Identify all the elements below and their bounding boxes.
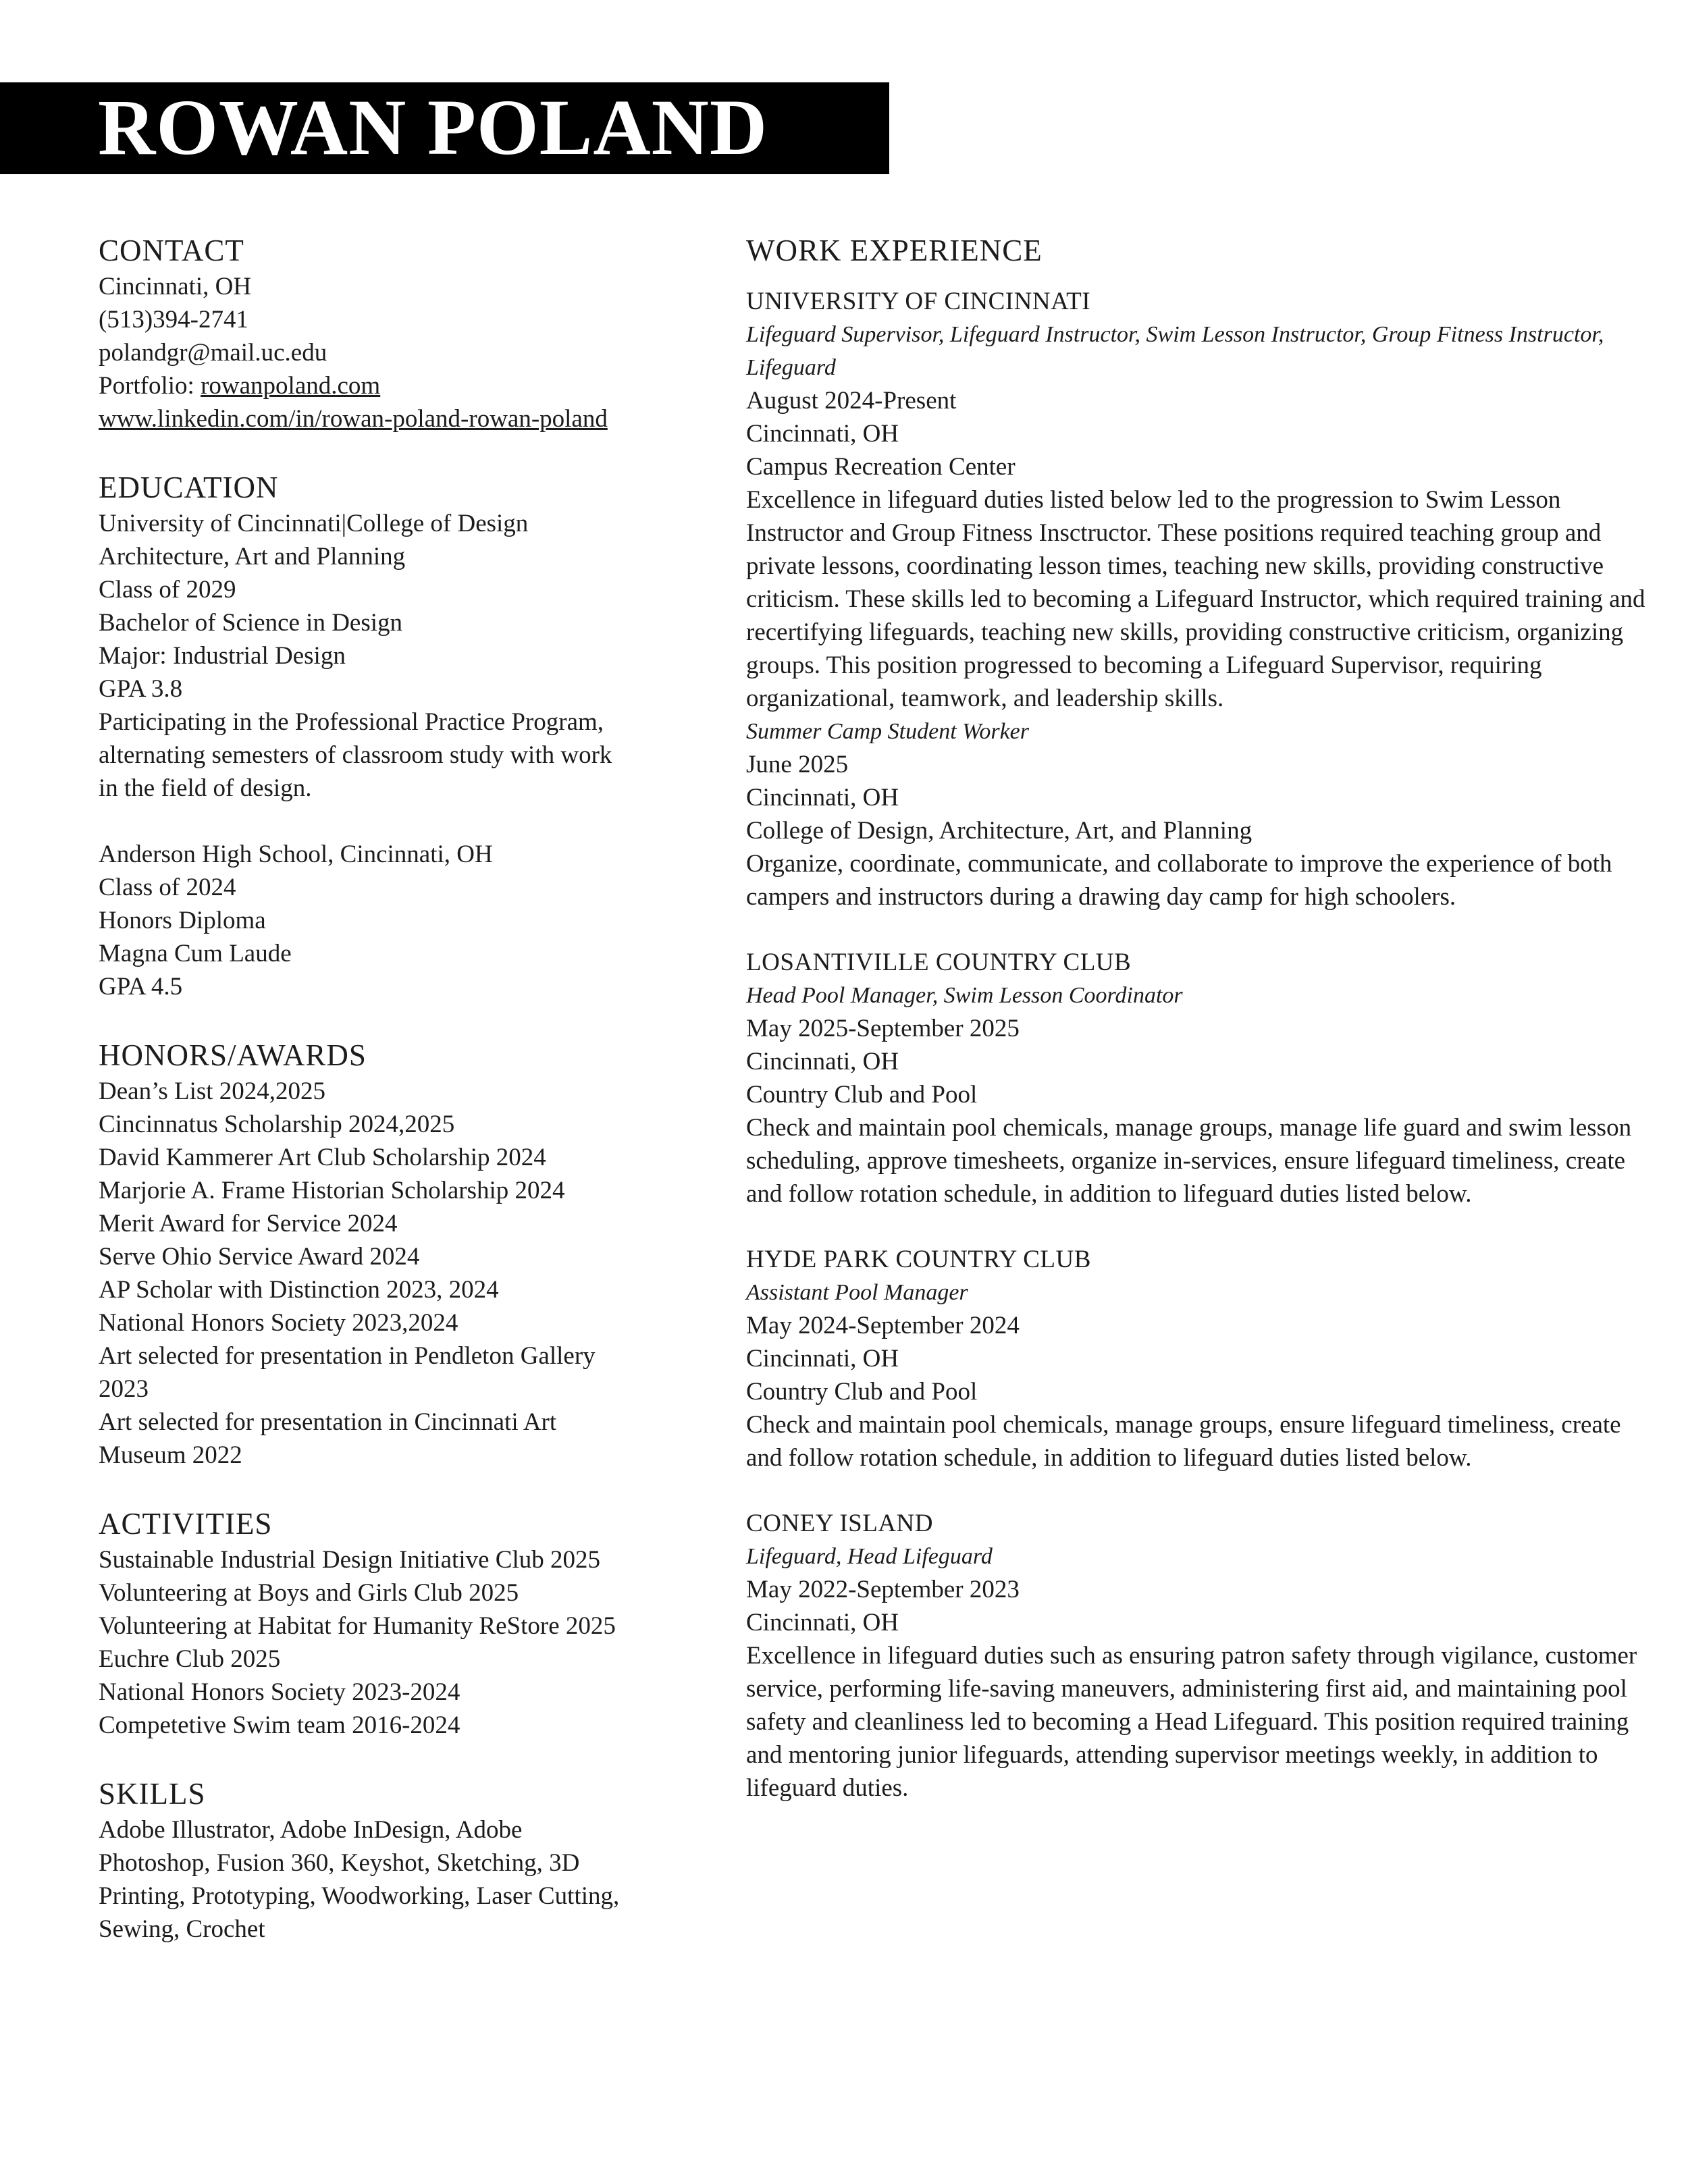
education-line: alternating semesters of classroom study with work — [99, 741, 612, 769]
skills-line: Sewing, Crochet — [99, 1915, 265, 1943]
honors-item: Serve Ohio Service Award 2024 — [99, 1243, 420, 1271]
job-description: Excellence in lifeguard duties listed below led to the progression to Swim Lesson Instructor and Group Fitness Insctructor. These positions required teaching group and private lessons, coordinating lesson times, teaching new skills, providing constructive criticism. These skills led to becoming a Lifeguard Instructor, which required training and recertifying lifeguards, teaching new skills, providing constructive criticism, organizing groups. This position progressed to becoming a Lifeguard Supervisor, requiring organizational, teamwork, and leadership skills. — [746, 486, 1645, 712]
left-column — [99, 231, 706, 1978]
education-line: GPA 4.5 — [99, 973, 183, 1001]
activity-item: Volunteering at Boys and Girls Club 2025 — [99, 1579, 519, 1607]
skills-line: Printing, Prototyping, Woodworking, Laser Cutting, — [99, 1882, 620, 1910]
education-line: Architecture, Art and Planning — [99, 543, 406, 570]
job-location: Cincinnati, OH — [746, 1609, 899, 1636]
activities-section — [99, 1504, 706, 1742]
job-description: Excellence in lifeguard duties such as ensuring patron safety through vigilance, customer service, performing life-saving maneuvers, administering first aid, and maintaining pool safety and cleanliness led to becoming a Head Lifeguard. This position required training and mentoring junior lifeguards, attending supervisor meetings weekly, in addition to lifeguard duties. — [746, 1642, 1637, 1802]
job-university-of-cincinnati — [746, 285, 1654, 913]
education-line: Major: Industrial Design — [99, 642, 346, 670]
page-title: ROWAN POLAND — [98, 83, 768, 171]
education-line: Bachelor of Science in Design — [99, 609, 403, 637]
right-column — [746, 231, 1654, 1837]
job-role: Lifeguard, Head Lifeguard — [746, 1544, 993, 1569]
job-description: Organize, coordinate, communicate, and collaborate to improve the experience of both campers and instructors during a drawing day camp for high schoolers. — [746, 850, 1612, 911]
education-line: Honors Diploma — [99, 907, 266, 934]
skills-heading: SKILLS — [99, 1777, 206, 1811]
company-name: UNIVERSITY OF CINCINNATI — [746, 288, 1091, 315]
work-heading: WORK EXPERIENCE — [746, 234, 1043, 267]
honors-item: Art selected for presentation in Pendleton Gallery — [99, 1342, 596, 1370]
job-location: Cincinnati, OH — [746, 1345, 899, 1373]
education-line: Participating in the Professional Practice Program, — [99, 708, 604, 736]
activity-item: Euchre Club 2025 — [99, 1645, 281, 1673]
contact-email[interactable]: polandgr@mail.uc.edu — [99, 339, 327, 367]
contact-portfolio — [99, 369, 706, 402]
job-role: Assistant Pool Manager — [746, 1280, 968, 1305]
honors-item: Museum 2022 — [99, 1441, 242, 1469]
contact-phone: (513)394-2741 — [99, 306, 248, 334]
education-line: Class of 2029 — [99, 576, 236, 604]
job-dates: June 2025 — [746, 751, 849, 778]
honors-heading: HONORS/AWARDS — [99, 1038, 367, 1072]
portfolio-label: Portfolio: — [99, 372, 201, 400]
education-line: University of Cincinnati|College of Design — [99, 510, 529, 537]
portfolio-link[interactable]: rowanpoland.com — [201, 372, 381, 400]
job-hyde-park-country-club — [746, 1243, 1654, 1474]
job-dates: May 2024-September 2024 — [746, 1312, 1020, 1339]
education-line: in the field of design. — [99, 774, 312, 802]
job-description: Check and maintain pool chemicals, manage groups, ensure lifeguard timeliness, create and follow rotation schedule, in addition to lifeguard duties listed below. — [746, 1411, 1621, 1472]
activity-item: Sustainable Industrial Design Initiative Club 2025 — [99, 1546, 600, 1574]
honors-item: Dean’s List 2024,2025 — [99, 1077, 326, 1105]
education-line: Magna Cum Laude — [99, 940, 292, 967]
honors-item: Cincinnatus Scholarship 2024,2025 — [99, 1111, 455, 1138]
activities-heading: ACTIVITIES — [99, 1507, 273, 1541]
company-name: HYDE PARK COUNTRY CLUB — [746, 1246, 1091, 1273]
job-dates: May 2025-September 2025 — [746, 1015, 1020, 1042]
contact-location: Cincinnati, OH — [99, 273, 252, 300]
honors-item: Art selected for presentation in Cincinnati Art — [99, 1408, 557, 1436]
activity-item: National Honors Society 2023-2024 — [99, 1678, 460, 1706]
education-heading: EDUCATION — [99, 471, 279, 504]
job-location: Cincinnati, OH — [746, 784, 899, 811]
job-place: Country Club and Pool — [746, 1378, 978, 1406]
activity-item: Volunteering at Habitat for Humanity ReStore 2025 — [99, 1612, 616, 1640]
education-line: GPA 3.8 — [99, 675, 183, 703]
job-location: Cincinnati, OH — [746, 420, 899, 448]
job-location: Cincinnati, OH — [746, 1048, 899, 1075]
honors-item: National Honors Society 2023,2024 — [99, 1309, 458, 1337]
honors-item: 2023 — [99, 1375, 149, 1403]
contact-section — [99, 231, 706, 435]
job-place: Campus Recreation Center — [746, 453, 1016, 481]
honors-item: Merit Award for Service 2024 — [99, 1210, 398, 1237]
job-dates: May 2022-September 2023 — [746, 1576, 1020, 1603]
company-name: CONEY ISLAND — [746, 1510, 933, 1537]
honors-section — [99, 1036, 706, 1472]
honors-item: Marjorie A. Frame Historian Scholarship 2024 — [99, 1177, 565, 1204]
contact-heading: CONTACT — [99, 234, 244, 267]
spacer — [99, 805, 706, 838]
education-section — [99, 468, 706, 1003]
job-coney-island — [746, 1507, 1654, 1805]
job-role: Head Pool Manager, Swim Lesson Coordinator — [746, 983, 1183, 1008]
education-line: Anderson High School, Cincinnati, OH — [99, 841, 493, 868]
job-dates: August 2024-Present — [746, 387, 957, 415]
education-line: Class of 2024 — [99, 874, 236, 901]
honors-item: AP Scholar with Distinction 2023, 2024 — [99, 1276, 499, 1304]
job-role: Lifeguard Supervisor, Lifeguard Instructor, Swim Lesson Instructor, Group Fitness Instructor, Lifeguard — [746, 322, 1604, 380]
job-description: Check and maintain pool chemicals, manage groups, manage life guard and swim lesson scheduling, approve timesheets, organize in-services, ensure lifeguard timeliness, create and follow rotation schedule, in addition to lifeguard duties listed below. — [746, 1114, 1632, 1208]
job-place: Country Club and Pool — [746, 1081, 978, 1109]
skills-line: Adobe Illustrator, Adobe InDesign, Adobe — [99, 1816, 523, 1844]
skills-section — [99, 1774, 706, 1946]
company-name: LOSANTIVILLE COUNTRY CLUB — [746, 949, 1132, 976]
activity-item: Competetive Swim team 2016-2024 — [99, 1711, 460, 1739]
skills-line: Photoshop, Fusion 360, Keyshot, Sketching, 3D — [99, 1849, 580, 1877]
job-losantiville-country-club — [746, 946, 1654, 1210]
honors-item: David Kammerer Art Club Scholarship 2024 — [99, 1144, 546, 1171]
job-role: Summer Camp Student Worker — [746, 719, 1029, 744]
job-place: College of Design, Architecture, Art, and Planning — [746, 817, 1252, 845]
linkedin-link[interactable]: www.linkedin.com/in/rowan-poland-rowan-poland — [99, 405, 608, 433]
